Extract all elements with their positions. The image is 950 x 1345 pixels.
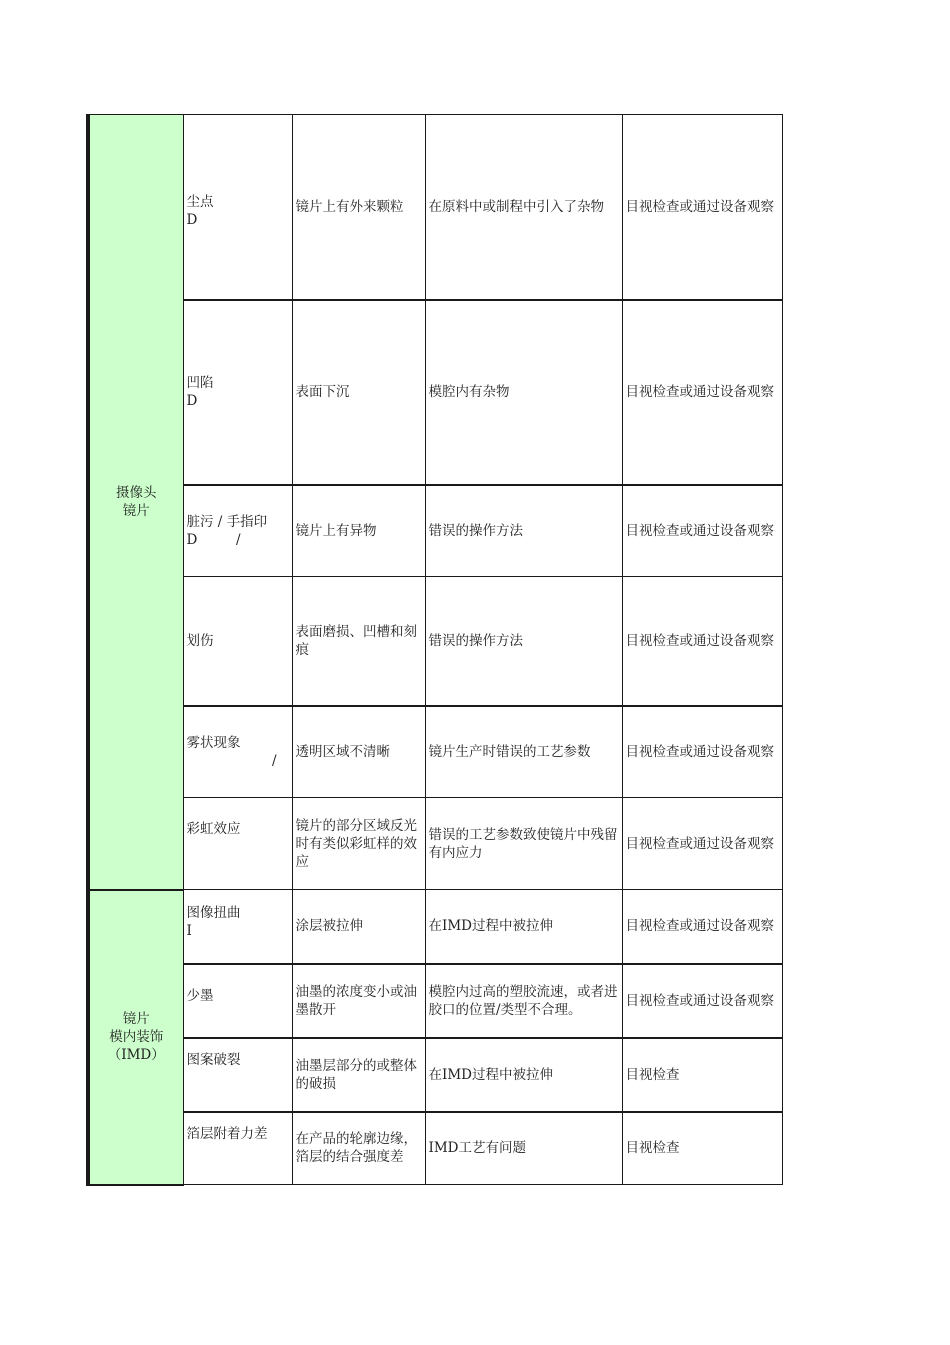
description-cell: 透明区域不清晰	[292, 706, 425, 798]
inspection-cell: 目视检查或通过设备观察	[622, 706, 782, 798]
category-label: 镜片	[122, 502, 150, 519]
defect-name: 图案破裂	[186, 1051, 241, 1068]
cause-cell: 镜片生产时错误的工艺参数	[425, 706, 622, 798]
defect-code: D /	[186, 531, 241, 548]
defect-table	[86, 114, 783, 1186]
defect-name-cell	[183, 577, 292, 706]
description-cell: 油墨的浓度变小或油墨散开	[292, 964, 425, 1038]
table-row	[88, 577, 782, 706]
category-label: 模内装饰	[109, 1029, 164, 1045]
table-row	[88, 964, 782, 1038]
defect-name-cell	[183, 706, 292, 798]
defect-name-cell	[183, 1112, 292, 1185]
category-label: 摄像头	[116, 484, 157, 501]
table-row	[88, 890, 782, 964]
defect-code: I	[186, 923, 192, 939]
cause-cell: 错误的操作方法	[425, 577, 622, 706]
defect-name: 尘点	[186, 194, 214, 210]
inspection-cell: 目视检查	[622, 1112, 782, 1185]
cause-cell: IMD工艺有问题	[425, 1112, 622, 1185]
description-cell: 镜片上有异物	[292, 485, 425, 577]
category-label: （IMD）	[107, 1047, 165, 1063]
defect-name-cell	[183, 798, 292, 890]
inspection-cell: 目视检查或通过设备观察	[622, 890, 782, 964]
table-row	[88, 300, 782, 485]
description-cell: 镜片上有外来颗粒	[292, 115, 425, 300]
table-row	[88, 485, 782, 577]
inspection-cell: 目视检查或通过设备观察	[622, 798, 782, 890]
description-cell: 油墨层部分的或整体的破损	[292, 1038, 425, 1112]
cause-cell: 错误的工艺参数致使镜片中残留有内应力	[425, 798, 622, 890]
defect-name: 脏污 / 手指印	[186, 513, 268, 530]
defect-name: 少墨	[186, 987, 214, 1004]
inspection-cell: 目视检查或通过设备观察	[622, 577, 782, 706]
description-cell: 表面下沉	[292, 300, 425, 485]
inspection-cell: 目视检查或通过设备观察	[622, 115, 782, 300]
defect-code: /	[271, 752, 277, 769]
table-row	[88, 706, 782, 798]
cause-cell: 错误的操作方法	[425, 485, 622, 577]
defect-code: D	[186, 212, 198, 228]
table-row	[88, 115, 782, 300]
cause-cell: 模腔内过高的塑胶流速，或者进胶口的位置/类型不合理。	[425, 964, 622, 1038]
inspection-cell: 目视检查或通过设备观察	[622, 300, 782, 485]
defect-name-cell	[183, 300, 292, 485]
defect-name: 图像扭曲	[186, 905, 241, 921]
description-cell: 在产品的轮廓边缘，箔层的结合强度差	[292, 1112, 425, 1185]
cause-cell: 在原料中或制程中引入了杂物	[425, 115, 622, 300]
defect-name-cell	[183, 890, 292, 964]
defect-code: D	[186, 393, 198, 409]
defect-name: 箔层附着力差	[186, 1125, 268, 1142]
table-row	[88, 1038, 782, 1112]
category-label: 镜片	[122, 1011, 150, 1027]
description-cell: 表面磨损、凹槽和刻痕	[292, 577, 425, 706]
defect-name-cell	[183, 1038, 292, 1112]
inspection-cell: 目视检查或通过设备观察	[622, 485, 782, 577]
category-camera-lens	[88, 115, 183, 890]
inspection-cell: 目视检查	[622, 1038, 782, 1112]
defect-name: 划伤	[186, 632, 214, 649]
cause-cell: 在IMD过程中被拉伸	[425, 890, 622, 964]
table-row	[88, 798, 782, 890]
description-cell: 镜片的部分区域反光时有类似彩虹样的效应	[292, 798, 425, 890]
table-row	[88, 1112, 782, 1185]
category-lens-imd	[88, 890, 183, 1185]
inspection-cell: 目视检查或通过设备观察	[622, 964, 782, 1038]
defect-name: 雾状现象	[186, 734, 241, 751]
defect-name-cell	[183, 964, 292, 1038]
cause-cell: 在IMD过程中被拉伸	[425, 1038, 622, 1112]
description-cell: 涂层被拉伸	[292, 890, 425, 964]
defect-name-cell	[183, 485, 292, 577]
cause-cell: 模腔内有杂物	[425, 300, 622, 485]
defect-name: 彩虹效应	[186, 821, 241, 837]
defect-name: 凹陷	[186, 375, 214, 391]
defect-name-cell	[183, 115, 292, 300]
